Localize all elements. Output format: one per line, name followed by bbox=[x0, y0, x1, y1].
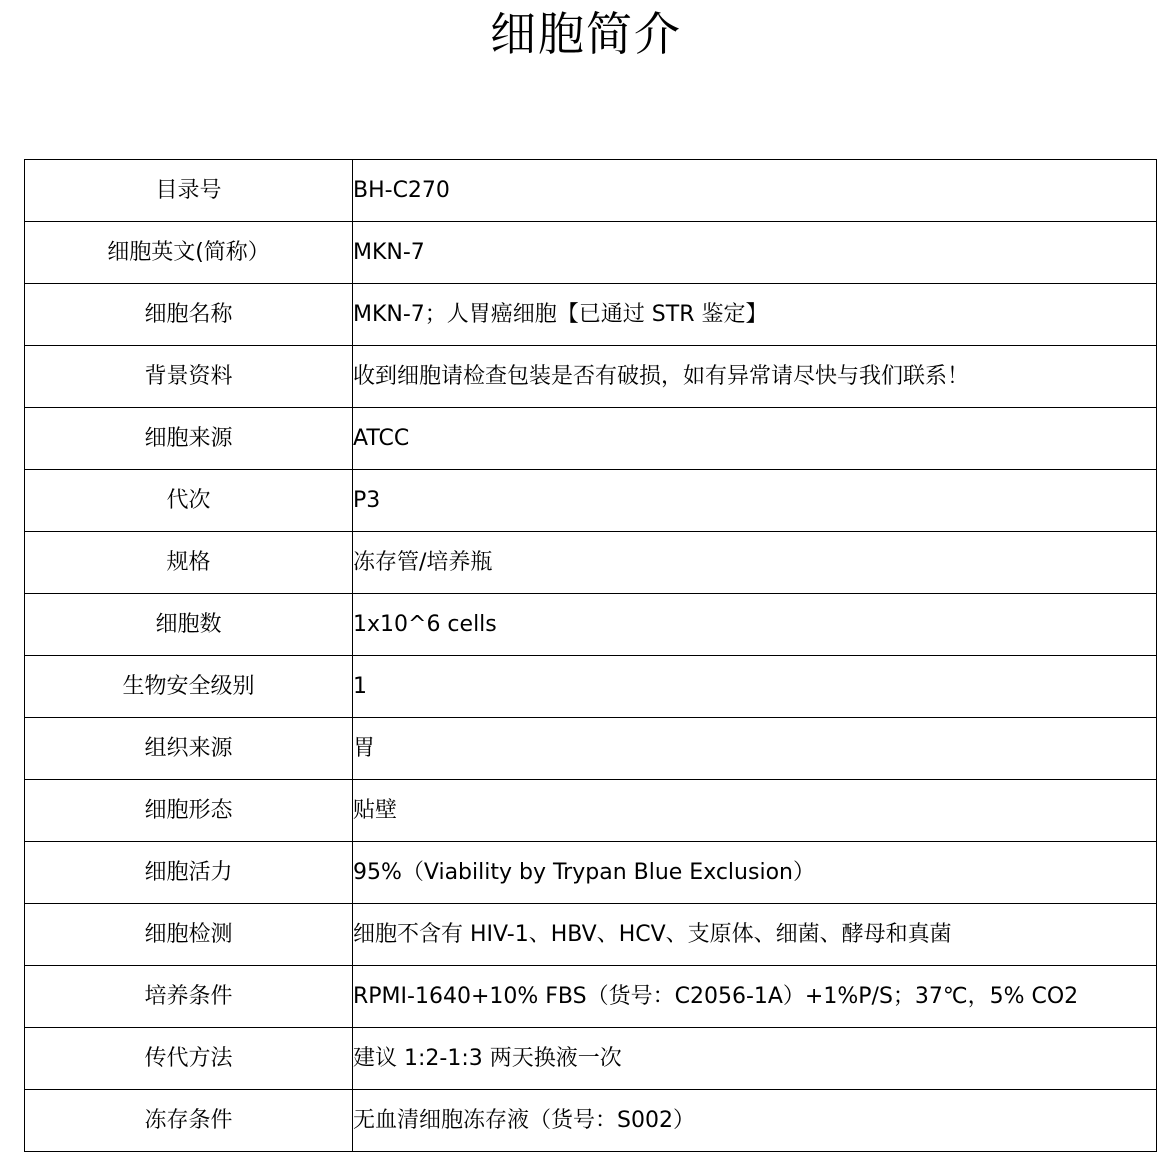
row-label-specification: 规格 bbox=[25, 532, 353, 594]
table-row bbox=[25, 718, 1157, 780]
row-value-cell-count: 1x10^6 cells bbox=[353, 594, 1157, 656]
row-value-specification: 冻存管/培养瓶 bbox=[353, 532, 1157, 594]
row-label-catalog-number: 目录号 bbox=[25, 160, 353, 222]
row-value-passage-method: 建议 1:2-1:3 两天换液一次 bbox=[353, 1028, 1157, 1090]
table-row bbox=[25, 904, 1157, 966]
row-label-morphology: 细胞形态 bbox=[25, 780, 353, 842]
row-label-detection: 细胞检测 bbox=[25, 904, 353, 966]
page-title: 细胞简介 bbox=[490, 7, 682, 61]
row-label-cell-source: 细胞来源 bbox=[25, 408, 353, 470]
row-label-english-abbreviation: 细胞英文(简称） bbox=[25, 222, 353, 284]
table-row bbox=[25, 780, 1157, 842]
table-row bbox=[25, 842, 1157, 904]
row-value-culture-conditions: RPMI-1640+10% FBS（货号：C2056-1A）+1%P/S；37℃，5% CO2 bbox=[353, 966, 1157, 1028]
row-label-biosafety-level: 生物安全级别 bbox=[25, 656, 353, 718]
table-row bbox=[25, 222, 1157, 284]
table-row bbox=[25, 1028, 1157, 1090]
table-row bbox=[25, 594, 1157, 656]
row-value-cell-source: ATCC bbox=[353, 408, 1157, 470]
cell-info-table bbox=[24, 159, 1157, 1152]
row-value-catalog-number: BH-C270 bbox=[353, 160, 1157, 222]
table-row bbox=[25, 1090, 1157, 1152]
row-label-cell-name: 细胞名称 bbox=[25, 284, 353, 346]
row-value-tissue-source: 胃 bbox=[353, 718, 1157, 780]
row-label-background: 背景资料 bbox=[25, 346, 353, 408]
row-value-cryopreservation: 无血清细胞冻存液（货号：S002） bbox=[353, 1090, 1157, 1152]
row-label-tissue-source: 组织来源 bbox=[25, 718, 353, 780]
table-row bbox=[25, 656, 1157, 718]
row-value-detection: 细胞不含有 HIV-1、HBV、HCV、支原体、细菌、酵母和真菌 bbox=[353, 904, 1157, 966]
row-value-morphology: 贴壁 bbox=[353, 780, 1157, 842]
row-value-biosafety-level: 1 bbox=[353, 656, 1157, 718]
row-value-cell-name: MKN-7；人胃癌细胞【已通过 STR 鉴定】 bbox=[353, 284, 1157, 346]
row-label-culture-conditions: 培养条件 bbox=[25, 966, 353, 1028]
table-row bbox=[25, 284, 1157, 346]
table-row bbox=[25, 532, 1157, 594]
row-label-passage: 代次 bbox=[25, 470, 353, 532]
table-row bbox=[25, 346, 1157, 408]
table-row bbox=[25, 408, 1157, 470]
row-label-cryopreservation: 冻存条件 bbox=[25, 1090, 353, 1152]
row-value-passage: P3 bbox=[353, 470, 1157, 532]
row-label-viability: 细胞活力 bbox=[25, 842, 353, 904]
row-value-english-abbreviation: MKN-7 bbox=[353, 222, 1157, 284]
row-label-cell-count: 细胞数 bbox=[25, 594, 353, 656]
table-row bbox=[25, 160, 1157, 222]
row-value-background: 收到细胞请检查包装是否有破损，如有异常请尽快与我们联系！ bbox=[353, 346, 1157, 408]
row-label-passage-method: 传代方法 bbox=[25, 1028, 353, 1090]
table-row bbox=[25, 966, 1157, 1028]
row-value-viability: 95%（Viability by Trypan Blue Exclusion） bbox=[353, 842, 1157, 904]
table-row bbox=[25, 470, 1157, 532]
